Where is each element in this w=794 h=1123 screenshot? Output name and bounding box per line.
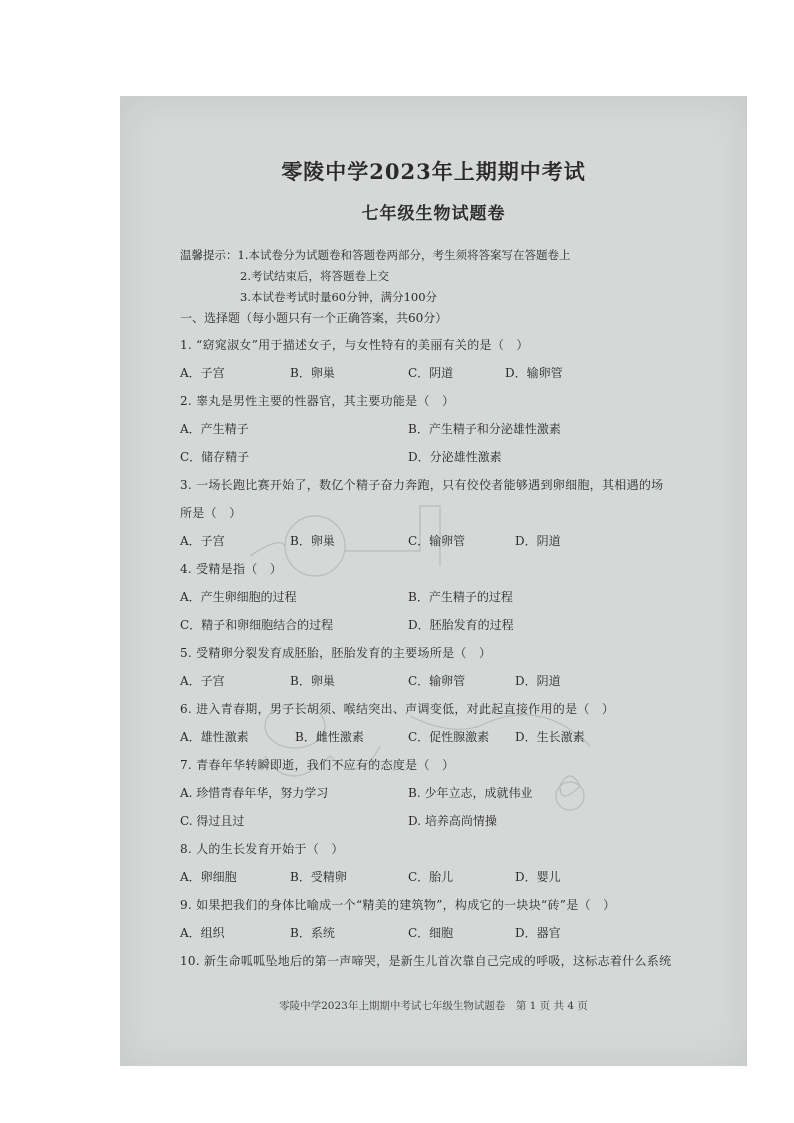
question-number: 4.: [180, 562, 193, 576]
q1-option-c: C．阴道: [408, 366, 454, 380]
question-7: [180, 756, 454, 773]
tips-label: 温馨提示：: [180, 248, 238, 262]
question-10: [180, 952, 671, 969]
q9-option-d: D．器官: [515, 926, 561, 940]
q8-option-a: A．卵细胞: [180, 870, 237, 884]
question-text: 受精是指（ ）: [196, 562, 283, 576]
exam-title: 零陵中学2023年上期期中考试: [281, 159, 586, 184]
exam-subtitle: 七年级生物试题卷: [361, 204, 506, 224]
question-3: [180, 476, 663, 493]
exam-paper: [120, 96, 747, 1066]
q7-option-d: D. 培养高尚情操: [408, 814, 497, 828]
question-8: [180, 840, 344, 857]
tips-line-3: 3.本试卷考试时量60分钟，满分100分: [240, 290, 438, 304]
question-text: 人的生长发育开始于（ ）: [196, 842, 344, 856]
question-number: 2.: [180, 394, 193, 408]
q2-option-d: D．分泌雄性激素: [408, 450, 502, 464]
tips-text-1: 1.本试卷分为试题卷和答题卷两部分，考生须将答案写在答题卷上: [237, 248, 571, 262]
q6-option-a: A．雄性激素: [180, 730, 249, 744]
question-1: [180, 336, 529, 353]
q3-option-c: C．输卵管: [408, 534, 466, 548]
question-number: 7.: [180, 758, 193, 772]
q5-option-b: B．卵巢: [290, 674, 335, 688]
q2-option-c: C．储存精子: [180, 450, 250, 464]
q9-option-b: B．系统: [290, 926, 335, 940]
q6-option-b: B．雌性激素: [295, 730, 364, 744]
q1-option-a: A．子宫: [180, 366, 225, 380]
q5-option-a: A．子宫: [180, 674, 225, 688]
q5-option-c: C．输卵管: [408, 674, 466, 688]
q1-option-b: B．卵巢: [290, 366, 335, 380]
q2-option-a: A．产生精子: [180, 422, 249, 436]
question-text: “窈窕淑女”用于描述女子，与女性特有的美丽有关的是（ ）: [196, 338, 529, 352]
q4-option-d: D．胚胎发育的过程: [408, 618, 514, 632]
question-6: [180, 700, 614, 717]
question-text: 如果把我们的身体比喻成一个“精美的建筑物”，构成它的一块块“砖”是（ ）: [196, 898, 616, 912]
q3-option-a: A．子宫: [180, 534, 225, 548]
q9-option-a: A．组织: [180, 926, 225, 940]
q7-option-c: C. 得过且过: [180, 814, 245, 828]
q8-option-c: C．胎儿: [408, 870, 454, 884]
tips-line-2: 2.考试结束后，将答题卷上交: [240, 269, 389, 283]
q4-option-c: C．精子和卵细胞结合的过程: [180, 618, 334, 632]
question-4: [180, 560, 282, 577]
question-number: 8.: [180, 842, 193, 856]
question-number: 10.: [180, 954, 200, 968]
question-text: 一场长跑比赛开始了，数亿个精子奋力奔跑，只有佼佼者能够遇到卵细胞，其相遇的场: [196, 478, 664, 492]
q4-option-b: B．产生精子的过程: [408, 590, 513, 604]
q1-option-d: D．输卵管: [505, 366, 563, 380]
q6-option-c: C．促性腺激素: [408, 730, 490, 744]
bleed-through-sketch: [120, 96, 747, 1066]
question-number: 9.: [180, 898, 193, 912]
q9-option-c: C．细胞: [408, 926, 454, 940]
q7-option-b: B. 少年立志，成就伟业: [408, 786, 533, 800]
question-text: 青春年华转瞬即逝，我们不应有的态度是（ ）: [196, 758, 455, 772]
question-3-continued: 所是（ ）: [180, 506, 242, 520]
q3-option-b: B．卵巢: [290, 534, 335, 548]
question-number: 3.: [180, 478, 193, 492]
question-text: 新生命呱呱坠地后的第一声啼哭，是新生儿首次靠自己完成的呼吸，这标志着什么系统: [203, 954, 672, 968]
tips-line-1: [180, 247, 570, 263]
q3-option-d: D．阴道: [515, 534, 561, 548]
q7-option-a: A. 珍惜青春年华，努力学习: [180, 786, 329, 800]
question-2: [180, 392, 454, 409]
question-9: [180, 896, 615, 913]
q8-option-b: B．受精卵: [290, 870, 347, 884]
question-text: 受精卵分裂发育成胚胎，胚胎发育的主要场所是（ ）: [196, 646, 492, 660]
question-text: 睾丸是男性主要的性器官，其主要功能是（ ）: [196, 394, 455, 408]
question-number: 6.: [180, 702, 193, 716]
section-heading: 一、选择题（每小题只有一个正确答案，共60分）: [180, 311, 448, 325]
page-footer: 零陵中学2023年上期期中考试七年级生物试题卷 第 1 页 共 4 页: [279, 1000, 588, 1012]
q6-option-d: D．生长激素: [515, 730, 585, 744]
q8-option-d: D．婴儿: [515, 870, 561, 884]
q2-option-b: B．产生精子和分泌雄性激素: [408, 422, 561, 436]
q5-option-d: D．阴道: [515, 674, 561, 688]
question-5: [180, 644, 491, 661]
question-text: 进入青春期，男子长胡须、喉结突出、声调变低，对此起直接作用的是（ ）: [196, 702, 615, 716]
q4-option-a: A．产生卵细胞的过程: [180, 590, 297, 604]
question-number: 5.: [180, 646, 193, 660]
question-number: 1.: [180, 338, 193, 352]
